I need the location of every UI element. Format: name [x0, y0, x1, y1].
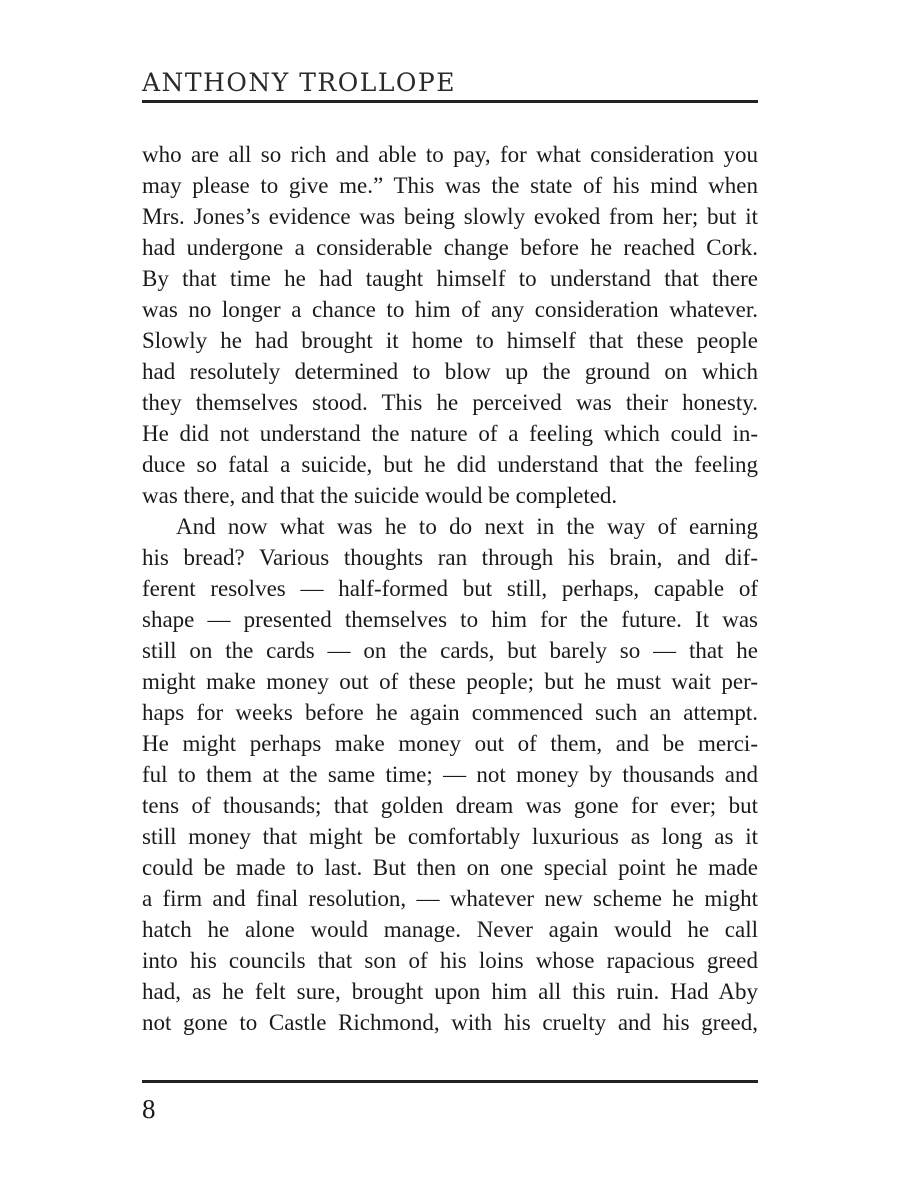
text-line: ferent resolves — half-formed but still, perhaps, capable of [142, 576, 758, 601]
footer-rule [142, 1080, 758, 1083]
text-line: haps for weeks before he again commenced such an attempt. [142, 700, 758, 725]
header-rule [142, 100, 758, 103]
text-line: a firm and final resolution, — whatever new scheme he might [142, 886, 758, 911]
text-line: could be made to last. But then on one special point he made [142, 855, 758, 880]
text-line: had resolutely determined to blow up the ground on which [142, 359, 758, 384]
text-line: who are all so rich and able to pay, for what consideration you [142, 142, 758, 167]
paragraph-end-line: was there, and that the suicide would be completed. [142, 483, 618, 508]
text-line: By that time he had taught himself to understand that there [142, 266, 758, 291]
text-line: He might perhaps make money out of them, and be merci- [142, 731, 758, 756]
text-line: still on the cards — on the cards, but barely so — that he [142, 638, 758, 663]
text-line: Slowly he had brought it home to himself that these people [142, 328, 758, 353]
running-head: ANTHONY TROLLOPE [142, 68, 456, 97]
text-line: ful to them at the same time; — not money by thousands and [142, 762, 758, 787]
text-line: might make money out of these people; but he must wait per- [142, 669, 758, 694]
text-line: had, as he felt sure, brought upon him all this ruin. Had Aby [142, 979, 758, 1004]
text-line: He did not understand the nature of a feeling which could in- [142, 421, 758, 446]
text-line: shape — presented themselves to him for the future. It was [142, 607, 758, 632]
text-line: Mrs. Jones’s evidence was being slowly evoked from her; but it [142, 204, 758, 229]
text-line: not gone to Castle Richmond, with his cruelty and his greed, [142, 1010, 758, 1035]
text-line: still money that might be comfortably luxurious as long as it [142, 824, 758, 849]
text-line: tens of thousands; that golden dream was gone for ever; but [142, 793, 758, 818]
text-line: duce so fatal a suicide, but he did understand that the feeling [142, 452, 758, 477]
text-line: may please to give me.” This was the state of his mind when [142, 173, 758, 198]
text-line: hatch he alone would manage. Never again would he call [142, 917, 758, 942]
paragraph-start-line: And now what was he to do next in the way of earning [176, 514, 758, 539]
text-line: had undergone a considerable change before he reached Cork. [142, 235, 758, 260]
page-number: 8 [142, 1094, 156, 1124]
text-line: was no longer a chance to him of any consideration whatever. [142, 297, 758, 322]
body-text [142, 139, 758, 1038]
text-line: they themselves stood. This he perceived was their honesty. [142, 390, 758, 415]
text-line: his bread? Various thoughts ran through his brain, and dif- [142, 545, 758, 570]
text-line: into his councils that son of his loins whose rapacious greed [142, 948, 758, 973]
